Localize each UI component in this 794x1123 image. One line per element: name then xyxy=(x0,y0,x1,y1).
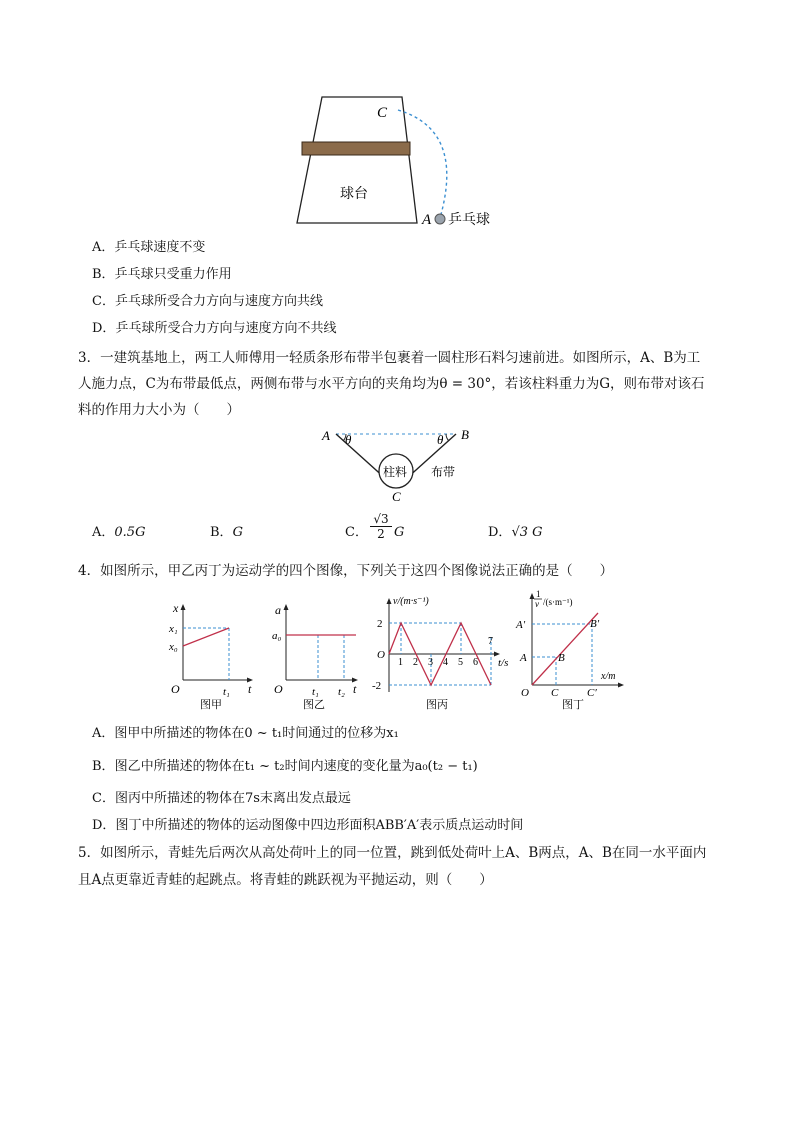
ball-icon xyxy=(435,214,445,224)
label-aprime: A′ xyxy=(516,619,526,631)
label-c: C xyxy=(392,489,401,504)
q3-option-c-letter[interactable]: C． xyxy=(345,525,368,540)
label-b: B xyxy=(558,652,565,664)
y-label: x xyxy=(173,601,179,615)
tick-x7: 7 xyxy=(488,636,493,647)
tick-x3: 3 xyxy=(428,657,433,668)
y-label: a xyxy=(275,603,281,617)
x-label: t/s xyxy=(498,657,509,669)
cylinder-band-figure xyxy=(318,424,478,506)
net-bar xyxy=(302,142,410,155)
q3-stem-line3: 料的作用力大小为（ ） xyxy=(78,402,240,418)
tick-t2: t₂ xyxy=(338,686,345,698)
origin: O xyxy=(171,682,180,696)
label-a: A xyxy=(322,428,330,443)
q4-option-a[interactable]: A．图甲中所描述的物体在0 ~ t₁时间通过的位移为x₁ xyxy=(92,726,399,741)
caption: 图甲 xyxy=(200,699,222,710)
caption: 图丙 xyxy=(426,699,448,710)
q4-stem: 4．如图所示，甲乙丙丁为运动学的四个图像，下列关于这四个图像说法正确的是（ ） xyxy=(78,563,614,579)
x-arrow xyxy=(618,683,624,688)
graph-yi xyxy=(268,600,363,710)
tick-t1: t₁ xyxy=(223,686,230,698)
y-arrow xyxy=(284,604,289,610)
tick-x0: x₀ xyxy=(169,641,178,653)
tick-x5: 5 xyxy=(458,657,463,668)
q4-option-d[interactable]: D．图丁中所描述的物体的运动图像中四边形面积ABB′A′表示质点运动时间 xyxy=(92,818,524,833)
y-arrow xyxy=(387,598,392,604)
label-cprime: C′ xyxy=(587,687,597,699)
label-theta-left: θ xyxy=(345,432,352,447)
tick-t1: t₁ xyxy=(312,686,319,698)
label-bprime: B′ xyxy=(590,618,600,630)
label-b: B xyxy=(461,427,469,442)
q3-option-a[interactable]: A．0.5G xyxy=(92,525,146,540)
label-c: C xyxy=(377,105,388,121)
origin: O xyxy=(377,649,385,661)
y-label-den: v xyxy=(535,599,539,609)
y-arrow xyxy=(181,604,186,610)
label-c: C xyxy=(551,687,559,699)
q4-option-b[interactable]: B．图乙中所描述的物体在t₁ ~ t₂时间内速度的变化量为a₀(t₂ − t₁) xyxy=(92,759,478,774)
x-arrow xyxy=(494,652,500,657)
tick-x2: 2 xyxy=(413,657,418,668)
q3-option-c-fraction[interactable]: √3 2 xyxy=(370,512,392,541)
q2-option-c[interactable]: C．乒乓球所受合力方向与速度方向共线 xyxy=(92,294,323,309)
q3-option-c-g: G xyxy=(394,525,405,540)
table-trapezoid xyxy=(297,97,417,223)
cylinder-label: 柱料 xyxy=(383,465,408,479)
angle-arc-right xyxy=(446,434,449,441)
graph-ding xyxy=(512,585,632,710)
x-label: x/m xyxy=(601,671,616,682)
x-label: t xyxy=(248,682,252,696)
x-label: t xyxy=(353,682,357,696)
q2-option-d[interactable]: D．乒乓球所受合力方向与速度方向不共线 xyxy=(92,321,337,336)
label-a: A xyxy=(422,212,432,228)
band-label: 布带 xyxy=(431,465,456,479)
q3-stem-line2: 人施力点，C为布带最低点，两侧布带与水平方向的夹角均为θ = 30°，若该柱料重力为G，则布带对该石 xyxy=(78,376,705,392)
origin: O xyxy=(521,687,529,699)
q3-option-d[interactable]: D．√3 G xyxy=(488,525,543,540)
table-label: 球台 xyxy=(340,187,368,202)
tick-x1: x₁ xyxy=(169,623,178,635)
tick-a0: a₀ xyxy=(272,630,282,642)
graph-jia xyxy=(165,600,260,710)
q3-option-b[interactable]: B．G xyxy=(210,525,243,540)
caption: 图乙 xyxy=(303,699,325,710)
q2-option-a[interactable]: A．乒乓球速度不变 xyxy=(92,240,206,255)
tick-y2: 2 xyxy=(377,618,383,630)
caption: 图丁 xyxy=(562,699,584,710)
tick-x6: 6 xyxy=(473,657,478,668)
y-arrow xyxy=(530,593,535,599)
tick-x4: 4 xyxy=(443,657,448,668)
q3-stem-line1: 3．一建筑基地上，两工人师傅用一轻质条形布带半包裹着一圆柱形石料匀速前进。如图所示，A、B为工 xyxy=(78,350,701,366)
q5-stem-line2: 且A点更靠近青蛙的起跳点。将青蛙的跳跃视为平抛运动，则（ ） xyxy=(78,872,493,888)
origin: O xyxy=(274,682,283,696)
graph-bing xyxy=(368,592,513,710)
tick-x1: 1 xyxy=(398,657,403,668)
y-label: v/(m·s⁻¹) xyxy=(393,596,429,607)
q2-option-b[interactable]: B．乒乓球只受重力作用 xyxy=(92,267,232,282)
label-a: A xyxy=(520,652,527,664)
y-label-num: 1 xyxy=(536,589,541,599)
y-label-unit: /(s·m⁻¹) xyxy=(543,597,573,607)
q4-option-c[interactable]: C．图丙中所描述的物体在7s末离出发点最远 xyxy=(92,791,351,806)
label-theta-right: θ xyxy=(437,432,444,447)
q5-stem-line1: 5．如图所示，青蛙先后两次从高处荷叶上的同一位置，跳到低处荷叶上A、B两点，A、B在同一水平面内 xyxy=(78,845,707,861)
ball-label: 乒乓球 xyxy=(448,213,490,228)
table-tennis-figure xyxy=(280,90,520,235)
tick-y-2: -2 xyxy=(372,680,382,692)
series-line xyxy=(183,628,229,646)
